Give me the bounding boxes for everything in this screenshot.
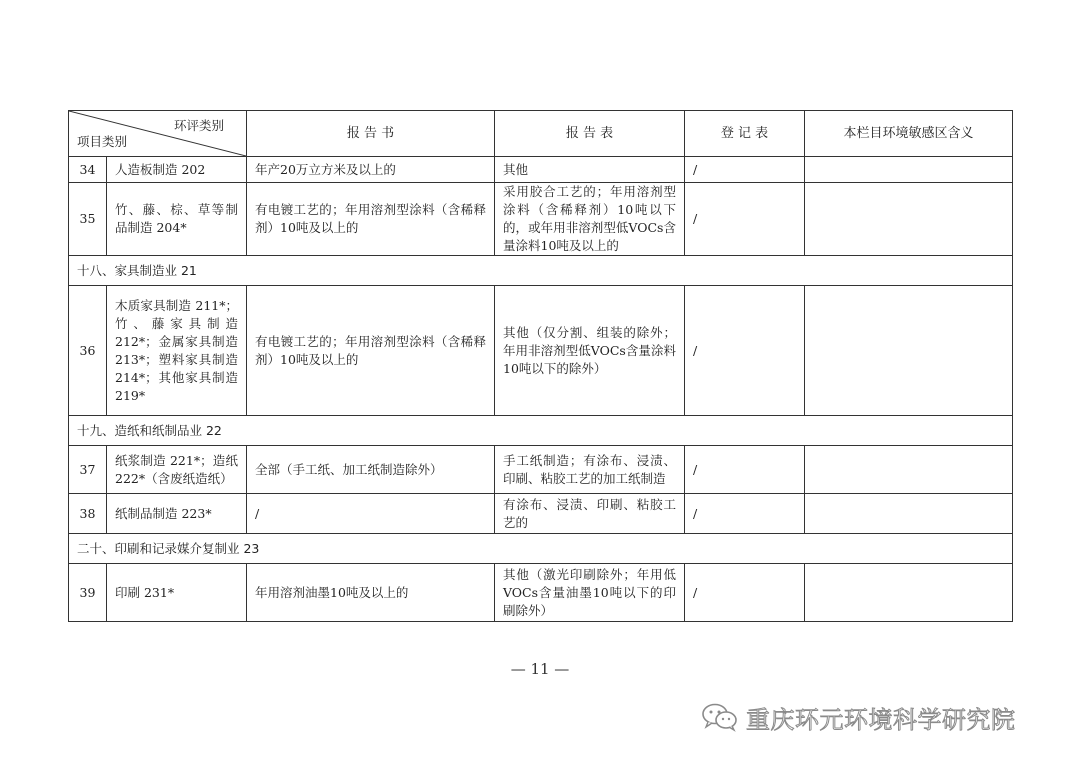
sensitive-area-note [805,494,1013,534]
watermark [700,700,1016,734]
section-title: 十九、造纸和纸制品业 22 [69,416,1013,446]
section-row [69,416,1013,446]
report-book-criteria: / [247,494,495,534]
sensitive-area-note [805,183,1013,256]
report-book-criteria: 全部（手工纸、加工纸制造除外） [247,446,495,494]
section-row [69,534,1013,564]
watermark-text: 重庆环元环境科学研究院 [746,705,1016,734]
row-number: 36 [69,286,107,416]
header-project-category: 项目类别 [77,134,128,149]
table-header-row [69,111,1013,157]
table-row [69,494,1013,534]
wechat-icon [700,702,740,732]
section-title: 十八、家具制造业 21 [69,256,1013,286]
diagonal-header-cell [69,111,247,157]
report-form-criteria: 有涂布、浸渍、印刷、粘胶工艺的 [495,494,685,534]
header-sensitive-area: 本栏目环境敏感区含义 [805,111,1013,157]
table-row [69,286,1013,416]
section-title: 二十、印刷和记录媒介复制业 23 [69,534,1013,564]
report-book-criteria: 年用溶剂油墨10吨及以上的 [247,564,495,622]
row-number: 34 [69,157,107,183]
register-form-criteria: / [685,157,805,183]
row-number: 35 [69,183,107,256]
report-book-criteria: 有电镀工艺的；年用溶剂型涂料（含稀释剂）10吨及以上的 [247,286,495,416]
table-row [69,157,1013,183]
header-report-form: 报 告 表 [495,111,685,157]
row-number: 39 [69,564,107,622]
project-category: 纸浆制造 221*；造纸 222*（含废纸造纸） [107,446,247,494]
sensitive-area-note [805,446,1013,494]
row-number: 37 [69,446,107,494]
sensitive-area-note [805,157,1013,183]
report-book-criteria: 有电镀工艺的；年用溶剂型涂料（含稀释剂）10吨及以上的 [247,183,495,256]
report-form-criteria: 其他 [495,157,685,183]
classification-table [68,110,1013,622]
project-category: 木质家具制造 211*；竹、藤家具制造 212*；金属家具制造 213*；塑料家具制造 214*；其他家具制造 219* [107,286,247,416]
sensitive-area-note [805,286,1013,416]
header-eia-category: 环评类别 [173,118,224,133]
project-category: 人造板制造 202 [107,157,247,183]
project-category: 竹、藤、棕、草等制品制造 204* [107,183,247,256]
report-form-criteria: 其他（仅分割、组装的除外；年用非溶剂型低VOCs含量涂料10吨以下的除外） [495,286,685,416]
page-number: — 11 — [510,660,570,678]
row-number: 38 [69,494,107,534]
header-report-book: 报 告 书 [247,111,495,157]
register-form-criteria: / [685,494,805,534]
register-form-criteria: / [685,446,805,494]
table-row [69,183,1013,256]
register-form-criteria: / [685,286,805,416]
report-book-criteria: 年产20万立方米及以上的 [247,157,495,183]
report-form-criteria: 手工纸制造；有涂布、浸渍、印刷、粘胶工艺的加工纸制造 [495,446,685,494]
section-row [69,256,1013,286]
report-form-criteria: 其他（激光印刷除外；年用低VOCs含量油墨10吨以下的印刷除外） [495,564,685,622]
project-category: 纸制品制造 223* [107,494,247,534]
project-category: 印刷 231* [107,564,247,622]
register-form-criteria: / [685,183,805,256]
report-form-criteria: 采用胶合工艺的；年用溶剂型涂料（含稀释剂）10吨以下的，或年用非溶剂型低VOCs含量涂料10吨及以上的 [495,183,685,256]
table-row [69,564,1013,622]
header-register-form: 登 记 表 [685,111,805,157]
sensitive-area-note [805,564,1013,622]
register-form-criteria: / [685,564,805,622]
table-row [69,446,1013,494]
